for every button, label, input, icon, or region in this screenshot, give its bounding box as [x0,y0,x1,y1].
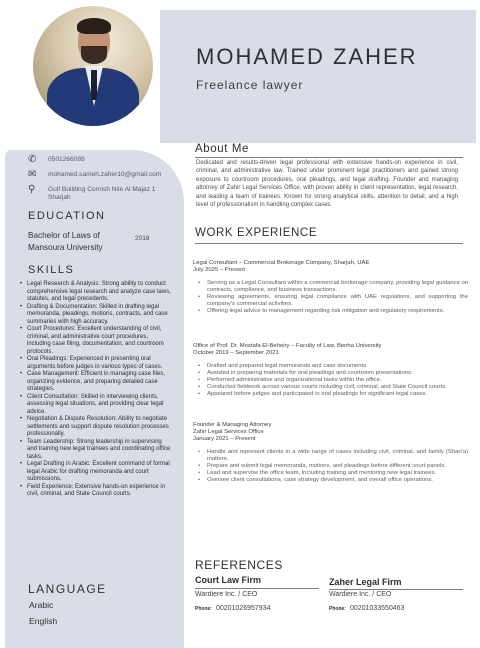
job-bullet: • Reviewing agreements, ensuring legal compliance with UAE regulations, and supporting the company's commercial activities. [193,294,468,308]
education-degree: Bachelor of Laws of Mansoura University [28,231,103,252]
divider [195,157,463,158]
skill-item: • Drafting & Documentation: Skilled in drafting legal memoranda, pleadings, motions, contracts, and case summaries with high accuracy. [20,304,172,327]
experience-heading: WORK EXPERIENCE [195,227,318,239]
reference-phone: Phone: 00201026957934 [195,605,271,612]
job-org: Zahir Legal Services Office [193,429,264,435]
divider [329,589,463,590]
job-bullet: • Prepare and submit legal memoranda, motions, and pleadings before different court panels. [193,463,468,470]
job-bullet: • Lead and supervise the office team, including training and mentoring new legal trainees. [193,470,468,477]
skill-item: • Client Consultation: Skilled in interviewing clients, assessing legal situations, and providing clear legal advice. [20,394,172,417]
reference-entry [329,577,402,587]
job-dates: July 2025 – Present [193,267,246,273]
language-heading: LANGUAGE [28,582,107,596]
job-role: Legal Consultant – Commercial Brokerage Company, Sharjah, UAE [193,260,370,266]
job-entry [193,422,468,484]
references-heading: REFERENCES [195,558,284,572]
reference-name: Zaher Legal Firm [329,577,402,587]
job-role: Office of Prof. Dr. Mostafa El-Beheiry – Faculty of Law, Benha University [193,343,382,349]
about-text: Dedicated and results-driven legal professional with extensive hands-on experience in civil, criminal, and administrative law. Trained under prominent legal practitioners and gained strong exposure to courtroom procedures, oral pleadings, and legal drafting. Founder and managing attorney of Zahir Legal Services Office, with proven ability in client representation, legal research, and leading a team of trainees. Known for strong analytical skills, attention to detail, and a high level of professionalism in handling complex cases. [196,160,458,209]
job-bullets [193,280,468,315]
skills-list [20,281,172,499]
reference-role: Wardiere Inc. / CEO [329,591,392,598]
job-bullet: • Drafted and prepared legal memoranda and case documents. [193,363,468,370]
about-heading: About Me [195,143,250,155]
header-band [160,10,476,143]
job-bullet: • Appeared before judges and participated in oral pleadings for significant legal cases. [193,391,468,398]
email-icon: ✉ [28,169,37,180]
reference-name: Court Law Firm [195,575,262,585]
phone-icon: ✆ [28,154,37,165]
reference-phone: Phone: 00201033550463 [329,605,405,612]
skill-item: • Field Experience: Extensive hands-on experience in civil, criminal, and State Council courts. [20,484,172,499]
education-year: 2018 [135,235,150,242]
divider [195,588,319,589]
skills-heading: SKILLS [28,264,75,276]
skill-item: • Team Leadership: Strong leadership in supervising and training new legal trainees and coordinating office tasks. [20,439,172,462]
reference-entry [195,575,261,585]
resume-page: MOHAMED ZAHER Freelance lawyer ✆ 0501266088 ✉ mohamed.sameh.zaher10@gmail.com ⚲ Gulf Building Cornish Nile Al Majaz 1 Sharjah EDUCATION Bachelor of Laws of Mansoura University 2018 SKILLS • Legal Research & Analysis: Strong ability to conduct comprehensive legal research and analyze case laws, statutes, and legal precedents. • Drafting & Documentation: Skilled in drafting legal memoranda, pleadings, motions, contracts, and case summaries with high accuracy. • Court Procedures: Excellent understanding of civil, criminal, and administrative court procedures, including case filing, documentation, and courtroom protocols. • Oral Pleadings: Experienced in presenting oral arguments before judges in various types of cases. • Case Management: Efficient in managing case files, organizing evidence, and preparing detailed case strategies. • Client Consultation: Skilled in interviewing clients, assessing legal situations, and providing clear legal advice. • Negotiation & Dispute Resolution: Ability to negotiate settlements and support dispute resolution processes professionally. • Team Leadership: Strong leadership in supervising and training new legal trainees and coordinating office tasks. • Legal Drafting in Arabic: Excellent command of formal legal Arabic for drafting memoranda and court submissions. • Field Experience: Extensive hands-on experience in civil, criminal, and State Council courts. LANGUAGE Arabic English About Me Dedicated and results-driven legal professional with extensive hands-on experience in civil, criminal, and administrative law. Trained under prominent legal practitioners and gained strong exposure to courtroom procedures, oral pleadings, and legal drafting. Founder and managing attorney of Zahir Legal Services Office, with proven ability in client representation, legal research, and leading a team of trainees. Known for strong analytical skills, attention to detail, and a high level of professionalism in handling complex cases. WORK EXPERIENCE Legal Consultant – Commercial Brokerage Company, Sharjah, UAE July 2025 – Present • Serving as a Legal Consultant within a commercial brokerage company, providing legal guidance on contracts, compliance, and business transactions. • Reviewing agreements, ensuring legal compliance with UAE regulations, and supporting the company's commercial activities. • Offering legal advice to management regarding risk mitigation and regulatory requirements. Office of Prof. Dr. Mostafa El-Beheiry – Faculty of Law, Benha University October 2019 – September 2021 • Drafted and prepared legal memoranda and case documents. • Assisted in preparing materials for oral pleadings and courtroom presentations. • Performed administrative and organizational tasks within the office. • Conducted fieldwork across various courts including civil, criminal, and State Council courts. • Appeared before judges and participated in oral pleadings for significant legal cases. Founder & Managing Attorney Zahir Legal Services Office January 2021 – Present • Handle and represent clients in a wide range of cases including civil, criminal, and family (Shari'a) matters. • Prepare and submit legal memoranda, motions, and pleadings before different court panels. • Lead and supervise the office team, including training and mentoring new legal trainees. • Oversee client consultations, case strategy development, and overall office operations. REFERENCES Court Law Firm Wardiere Inc. / CEO Phone: 00201026957934 Zaher Legal Firm Wardiere Inc. / CEO Phone: 00201033550463 [0,0,480,648]
reference-role: Wardiere Inc. / CEO [195,591,258,598]
skill-item: • Oral Pleadings: Experienced in presenting oral arguments before judges in various types of cases. [20,356,172,371]
job-bullet: • Handle and represent clients in a wide range of cases including civil, criminal, and family (Shari'a) matters. [193,449,468,463]
reference-role-wrap [195,591,257,598]
skill-item: • Legal Drafting in Arabic: Excellent command of formal legal Arabic for drafting memoranda and court submissions. [20,461,172,484]
reference-role-wrap [329,591,391,598]
job-dates: October 2019 – September 2021 [193,350,279,356]
candidate-title: Freelance lawyer [196,78,304,92]
reference-phone-wrap [195,605,270,612]
job-bullets [193,449,468,484]
job-bullet: • Offering legal advice to management regarding risk mitigation and regulatory requirements. [193,308,468,315]
skill-item: • Court Procedures: Excellent understanding of civil, criminal, and administrative court procedures, including case filing, documentation, and courtroom protocols. [20,326,172,356]
job-bullet: • Assisted in preparing materials for oral pleadings and courtroom presentations. [193,370,468,377]
job-bullet: • Serving as a Legal Consultant within a commercial brokerage company, providing legal guidance on contracts, compliance, and business transactions. [193,280,468,294]
skill-item: • Legal Research & Analysis: Strong ability to conduct comprehensive legal research and analyze case laws, statutes, and legal precedents. [20,281,172,304]
job-entry [193,260,468,315]
profile-photo [33,6,153,126]
education-heading: EDUCATION [28,210,106,222]
skill-item: • Negotiation & Dispute Resolution: Ability to negotiate settlements and support dispute resolution processes professionally. [20,416,172,439]
job-bullet: • Conducted fieldwork across various courts including civil, criminal, and State Council courts. [193,384,468,391]
divider [195,243,463,244]
job-dates: January 2021 – Present [193,436,256,442]
candidate-name: MOHAMED ZAHER [196,44,418,69]
job-bullets [193,363,468,398]
language-item: Arabic [29,600,54,610]
job-entry [193,343,468,398]
location-icon: ⚲ [28,184,36,195]
language-item: English [29,616,58,626]
job-bullet: • Performed administrative and organizational tasks within the office. [193,377,468,384]
reference-phone-wrap [329,605,404,612]
job-bullet: • Oversee client consultations, case strategy development, and overall office operations. [193,477,468,484]
job-role: Founder & Managing Attorney [193,422,272,428]
skill-item: • Case Management: Efficient in managing case files, organizing evidence, and preparing detailed case strategies. [20,371,172,394]
